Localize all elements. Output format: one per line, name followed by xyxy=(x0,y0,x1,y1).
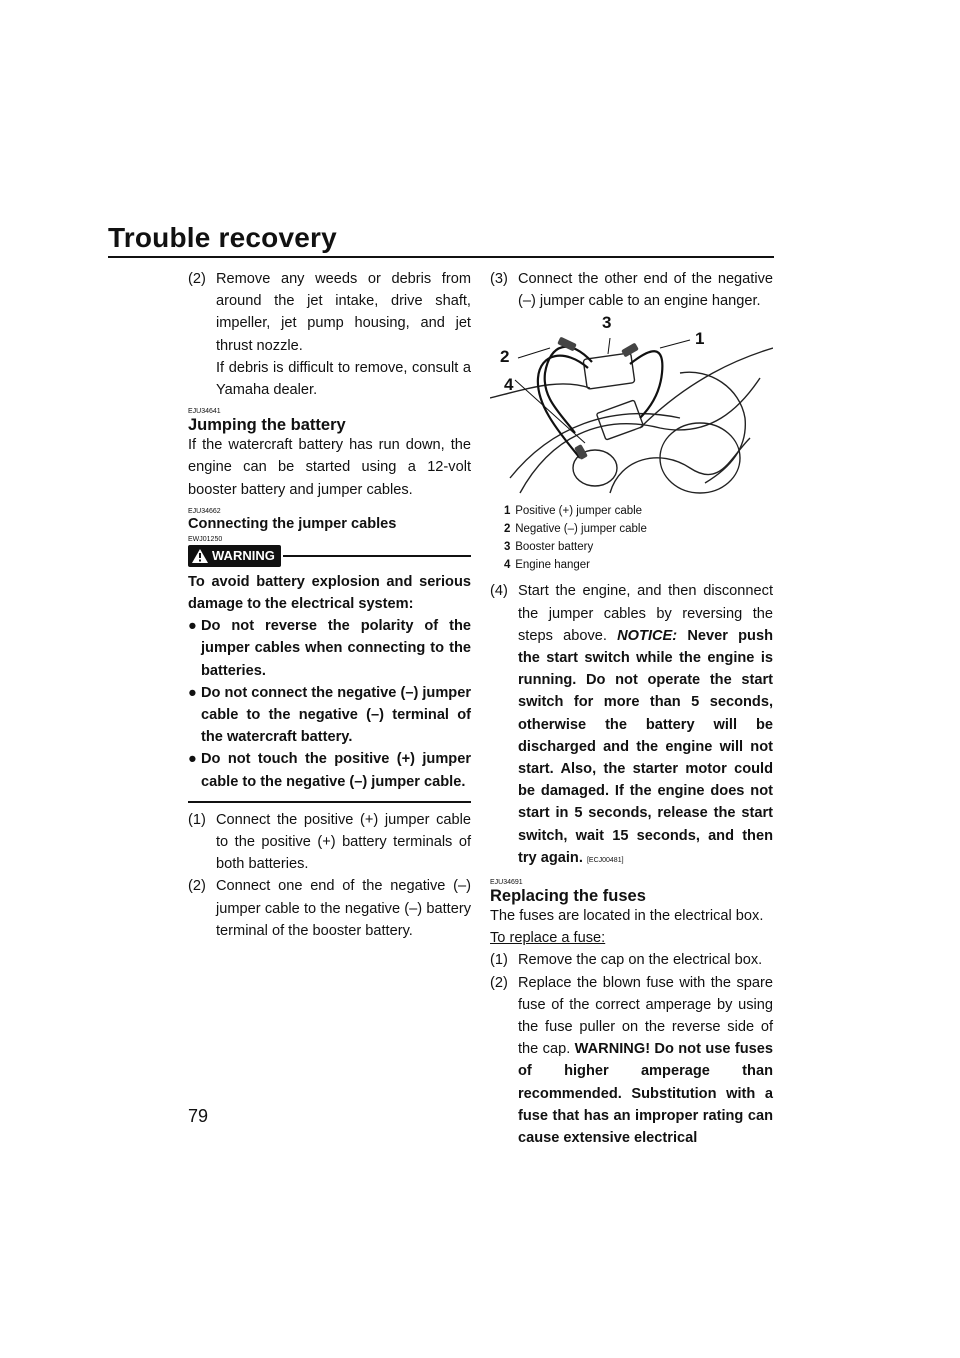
step-item xyxy=(490,972,773,1150)
step-number: (2) xyxy=(188,271,206,287)
figure-callout: 1 xyxy=(695,329,705,349)
step-note: If debris is difficult to remove, consult a Yamaha dealer. xyxy=(216,359,471,399)
step-number: (3) xyxy=(490,271,508,287)
step-item xyxy=(188,875,471,942)
warning-badge xyxy=(188,545,281,567)
legend-number: 4 xyxy=(504,559,511,572)
warning-code: EWJ01250 xyxy=(188,535,223,543)
step-number: (2) xyxy=(188,878,206,895)
legend-item xyxy=(504,556,773,574)
warning-item xyxy=(188,615,471,682)
bullet-icon: ● xyxy=(188,618,197,635)
warning-inline: WARNING! Do not use fuses of higher amperage than recommended. Substitution with a fuse that has an improper rating can cause extensive electrical xyxy=(518,1041,773,1147)
notice-label: NOTICE: xyxy=(617,627,678,644)
legend-item xyxy=(504,520,773,538)
legend-item xyxy=(504,502,773,520)
page-title: Trouble recovery xyxy=(108,222,337,253)
warning-item-text: Do not connect the negative (–) jumper cable to the negative (–) terminal of the watercraft battery. xyxy=(201,684,472,746)
step-text-main: Replace the blown fuse with the spare fuse of the correct amperage by using the fuse puller on the reverse side of the cap. xyxy=(518,974,773,1058)
warning-end-rule xyxy=(188,801,471,803)
step-item xyxy=(490,580,773,872)
legend-number: 3 xyxy=(504,541,511,554)
step-number: (1) xyxy=(490,952,508,969)
step-number: (1) xyxy=(188,811,206,828)
step-text: Connect the other end of the negative (–) jumper cable to an engine hanger. xyxy=(518,271,773,310)
warning-item xyxy=(188,748,471,792)
legend-item xyxy=(504,538,773,556)
warning-lead: To avoid battery explosion and serious damage to the electrical system: xyxy=(188,573,471,613)
section-heading: Replacing the fuses xyxy=(490,887,646,906)
subsection-heading: Connecting the jumper cables xyxy=(188,515,397,532)
warning-body xyxy=(188,571,471,793)
step-text: Connect one end of the negative (–) jumper cable to the negative (–) battery terminal of the booster battery. xyxy=(216,878,471,939)
notice-text: Never push the start switch while the engine is running. Do not operate the start switch for more than 5 seconds, otherwise the battery will be discharged and the engine will not start. Also, the starter motor could be damaged. If the engine does not start in 5 seconds, release the start switch, wait 15 seconds, and then try again. xyxy=(518,627,773,866)
bullet-icon: ● xyxy=(188,684,197,701)
warning-triangle-icon xyxy=(192,549,208,563)
legend-text: Booster battery xyxy=(515,541,594,554)
warning-item xyxy=(188,682,471,749)
section-code: EJU34662 xyxy=(188,507,221,515)
section-intro: If the watercraft battery has run down, the engine can be started using a 12-volt booster battery and jumper cables. xyxy=(188,437,471,498)
header-rule xyxy=(108,256,774,258)
step-item xyxy=(188,809,471,876)
figure-callout: 3 xyxy=(602,313,612,333)
warning-label: WARNING xyxy=(212,547,275,563)
step-text-main: Start the engine, and then disconnect the jumper cables by reversing the steps above. xyxy=(518,583,773,644)
step-text xyxy=(518,580,773,872)
jumper-cable-illustration xyxy=(490,318,773,498)
legend-number: 1 xyxy=(504,505,511,518)
jumper-cable-figure xyxy=(490,313,773,498)
notice-code: [ECJ00481] xyxy=(586,856,624,864)
section-code: EJU34641 xyxy=(188,408,221,416)
step-item xyxy=(188,268,471,357)
bullet-icon: ● xyxy=(188,751,197,768)
legend-text: Positive (+) jumper cable xyxy=(515,505,643,518)
figure-callout: 4 xyxy=(504,375,514,395)
step-number: (2) xyxy=(490,974,508,991)
left-column xyxy=(188,268,471,942)
legend-text: Negative (–) jumper cable xyxy=(515,523,647,536)
warning-rule xyxy=(283,555,471,557)
step-item xyxy=(490,949,773,971)
legend-number: 2 xyxy=(504,523,511,536)
step-number: (4) xyxy=(490,583,508,600)
warning-header xyxy=(188,545,471,567)
warning-item-text: Do not reverse the polarity of the jumper cables when connecting to the batteries. xyxy=(201,618,471,679)
step-item xyxy=(490,268,773,312)
step-text: Remove any weeds or debris from around the jet intake, drive shaft, impeller, jet pump housing, and jet thrust nozzle. xyxy=(216,271,471,354)
figure-callout: 2 xyxy=(500,347,510,367)
section-intro: The fuses are located in the electrical box. xyxy=(490,908,764,925)
right-column xyxy=(490,268,773,1149)
legend-text: Engine hanger xyxy=(515,559,591,572)
step-text xyxy=(518,972,773,1150)
procedure-subheading: To replace a fuse: xyxy=(490,930,606,947)
figure-legend xyxy=(504,502,773,574)
page-number: 79 xyxy=(188,1106,209,1126)
warning-item-text: Do not touch the positive (+) jumper cable to the negative (–) jumper cable. xyxy=(201,751,471,790)
step-text: Remove the cap on the electrical box. xyxy=(518,952,763,969)
step-text: Connect the positive (+) jumper cable to the positive (+) battery terminals of both batteries. xyxy=(216,811,471,873)
section-heading: Jumping the battery xyxy=(188,416,346,435)
section-code: EJU34691 xyxy=(490,879,523,887)
